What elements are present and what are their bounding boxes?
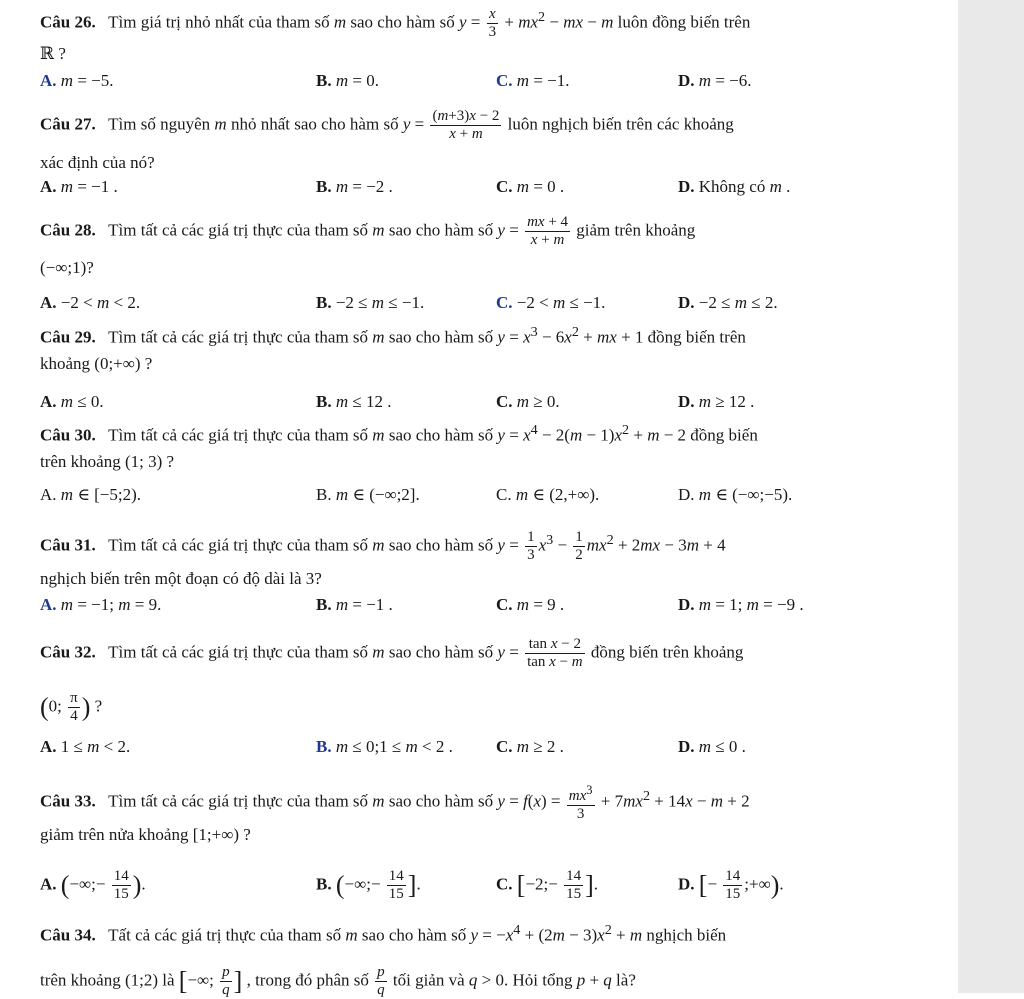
question-33-option-b: B. (−∞;− $\frac{14}{15}$ ]. (316, 868, 421, 902)
question-27-option-d: D. Không có m . (678, 177, 791, 196)
question-30-option-a: A. m ∈ [−5;2). (40, 485, 142, 504)
question-33-line2: giảm trên nửa khoảng [1;+∞) ? (40, 825, 251, 844)
question-31-option-c: C. m = 9 . (496, 595, 565, 614)
question-28-option-d: D. −2 ≤ m ≤ 2. (678, 293, 778, 312)
question-34-line1: Câu 34. Tất cả các giá trị thực của tham số m sao cho hàm số $y = -x^4 + (2m - 3)x^2 + m$ nghịch biến (40, 922, 727, 945)
question-32-line2: (0; $\frac{\pi}{4}$ ) ? (40, 690, 103, 724)
question-number: Câu 26. (40, 12, 96, 32)
question-33-line1: Câu 33. Tìm tất cả các giá trị thực của tham số m sao cho hàm số y = f(x) = $\frac{mx^3}{3}$ + $7mx^2 + 14x - m + 2$ (40, 783, 750, 822)
question-30-line2: trên khoảng (1; 3) ? (40, 452, 175, 471)
question-29-line1: Câu 29. Tìm tất cả các giá trị thực của tham số m sao cho hàm số $y = x^3 - 6x^2$ + mx + 1 đồng biến trên (40, 324, 746, 347)
question-28-option-c: C. −2 < m ≤ −1. (496, 293, 606, 312)
question-28-line1: Câu 28. Tìm tất cả các giá trị thực của tham số m sao cho hàm số y = $\frac{mx + 4}{x + m}$ giảm trên khoảng (40, 214, 696, 248)
question-33-option-c: C. [−2;− $\frac{14}{15}$ ]. (496, 868, 599, 902)
question-31-line1: Câu 31. Tìm tất cả các giá trị thực của tham số m sao cho hàm số y = $\frac{1}{3}$ $x^3$ − $\frac{1}{2}$ $mx^2 + 2mx - 3m + 4$ (40, 529, 726, 563)
question-30-line1: Câu 30. Tìm tất cả các giá trị thực của tham số m sao cho hàm số $y = x^4 - 2(m - 1)x^2 + m - 2$ đồng biến (40, 422, 758, 445)
question-31-option-b: B. m = −1 . (316, 595, 393, 614)
question-32-option-b: B. m ≤ 0;1 ≤ m < 2 . (316, 737, 453, 756)
question-32-option-a: A. 1 ≤ m < 2. (40, 737, 131, 756)
question-31-line2: nghịch biến trên một đoạn có độ dài là 3? (40, 569, 322, 588)
question-32-option-c: C. m ≥ 2 . (496, 737, 564, 756)
question-27-line1: Câu 27. Tìm số nguyên m nhỏ nhất sao cho hàm số y = $\frac{(m+3)x - 2}{x + m}$ luôn nghịch biến trên các khoảng (40, 108, 734, 142)
question-26-option-c: C. m = −1. (496, 71, 570, 90)
question-27-option-c: C. m = 0 . (496, 177, 565, 196)
question-28-option-a: A. −2 < m < 2. (40, 293, 141, 312)
question-32-option-d: D. m ≤ 0 . (678, 737, 746, 756)
question-33-option-d: D. [− $\frac{14}{15}$ ;+∞). (678, 868, 784, 902)
question-27-option-a: A. m = −1 . (40, 177, 118, 196)
question-27-option-b: B. m = −2 . (316, 177, 393, 196)
question-30-option-b: B. m ∈ (−∞;2]. (316, 485, 420, 504)
question-29-option-d: D. m ≥ 12 . (678, 392, 755, 411)
question-29-option-a: A. m ≤ 0. (40, 392, 104, 411)
question-30-option-c: C. m ∈ (2,+∞). (496, 485, 600, 504)
question-28-line2: (−∞;1)? (40, 258, 94, 277)
question-26-line2: ℝ ? (40, 44, 66, 63)
question-27-line2: xác định của nó? (40, 153, 155, 172)
question-26-line1: Câu 26. Tìm giá trị nhỏ nhất của tham số m sao cho hàm số y = $\frac{x}{3}$ + $mx^2$ − mx − m luôn đồng biến trên (40, 6, 751, 40)
question-34-line2: trên khoảng (1;2) là [−∞; $\frac{p}{q}$ ] , trong đó phân số $\frac{p}{q}$ tối giản và q > 0. Hỏi tổng p + q là? (40, 964, 636, 998)
question-31-option-d: D. m = 1; m = −9 . (678, 595, 804, 614)
question-33-option-a: A. (−∞;− $\frac{14}{15}$ ). (40, 868, 146, 902)
question-29-option-b: B. m ≤ 12 . (316, 392, 392, 411)
question-32-line1: Câu 32. Tìm tất cả các giá trị thực của tham số m sao cho hàm số y = $\frac{\text{tan x − 2}}{\text{tan x − m}}$ đồng biến trên khoảng (40, 636, 744, 670)
right-gutter (958, 0, 1024, 993)
question-26-option-d: D. m = −6. (678, 71, 752, 90)
question-30-option-d: D. m ∈ (−∞;−5). (678, 485, 793, 504)
question-28-option-b: B. −2 ≤ m ≤ −1. (316, 293, 425, 312)
question-26-option-a: A. m = −5. (40, 71, 114, 90)
question-29-option-c: C. m ≥ 0. (496, 392, 560, 411)
question-26-option-b: B. m = 0. (316, 71, 379, 90)
question-31-option-a: A. m = −1; m = 9. (40, 595, 162, 614)
question-29-line2: khoảng (0;+∞) ? (40, 354, 153, 373)
